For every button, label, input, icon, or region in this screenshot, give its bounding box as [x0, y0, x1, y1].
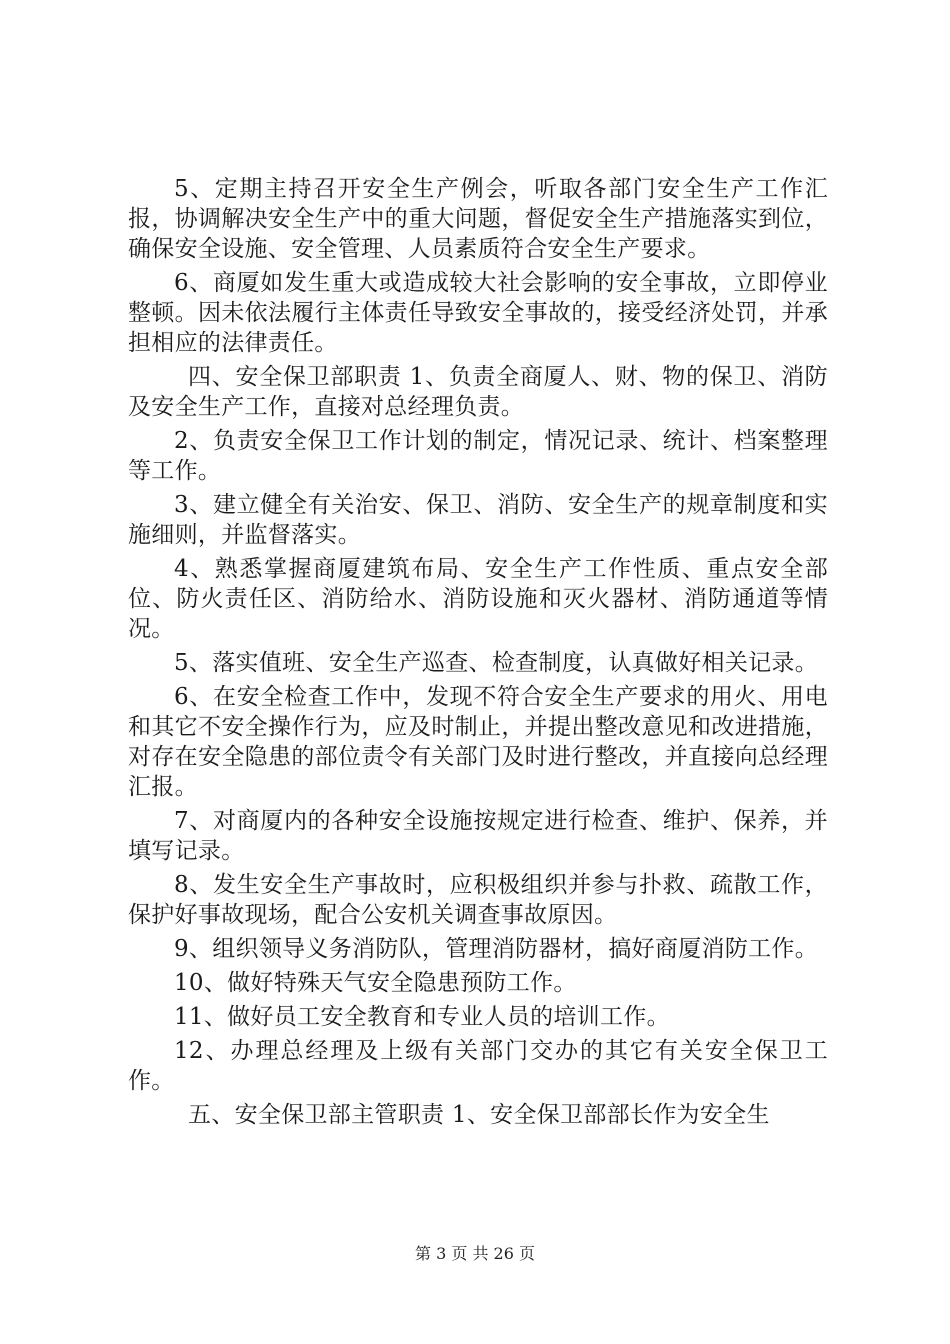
- paragraph-5: 3、建立健全有关治安、保卫、消防、安全生产的规章制度和实施细则，并监督落实。: [128, 492, 828, 548]
- document-body: [128, 174, 828, 1130]
- paragraph-12: 10、做好特殊天气安全隐患预防工作。: [174, 970, 577, 996]
- paragraph-1: 5、定期主持召开安全生产例会，听取各部门安全生产工作汇报，协调解决安全生产中的重大问题，督促安全生产措施落实到位，确保安全设施、安全管理、人员素质符合安全生产要求。: [128, 176, 828, 262]
- page-footer: [0, 1241, 950, 1264]
- paragraph-13: 11、做好员工安全教育和专业人员的培训工作。: [174, 1004, 670, 1030]
- paragraph-10: 8、发生安全生产事故时，应积极组织并参与扑救、疏散工作，保护好事故现场，配合公安机关调查事故原因。: [128, 872, 828, 928]
- page-number-label: 第 3 页 共 26 页: [415, 1244, 535, 1263]
- section-heading-4: 四、安全保卫部职责 1、负责全商厦人、财、物的保卫、消防及安全生产工作，直接对总经理负责。: [128, 364, 828, 420]
- paragraph-7: 5、落实值班、安全生产巡查、检查制度，认真做好相关记录。: [174, 650, 819, 676]
- section-heading-5: 五、安全保卫部主管职责 1、安全保卫部部长作为安全生: [188, 1102, 770, 1128]
- paragraph-6: 4、熟悉掌握商厦建筑布局、安全生产工作性质、重点安全部位、防火责任区、消防给水、消防设施和灭火器材、消防通道等情况。: [128, 556, 828, 642]
- paragraph-2: 6、商厦如发生重大或造成较大社会影响的安全事故，立即停业整顿。因未依法履行主体责任导致安全事故的，接受经济处罚，并承担相应的法律责任。: [128, 270, 828, 356]
- paragraph-11: 9、组织领导义务消防队，管理消防器材，搞好商厦消防工作。: [174, 936, 819, 962]
- paragraph-9: 7、对商厦内的各种安全设施按规定进行检查、维护、保养，并填写记录。: [128, 808, 828, 864]
- paragraph-4: 2、负责安全保卫工作计划的制定，情况记录、统计、档案整理等工作。: [128, 428, 828, 484]
- paragraph-8: 6、在安全检查工作中，发现不符合安全生产要求的用火、用电和其它不安全操作行为，应及时制止，并提出整改意见和改进措施，对存在安全隐患的部位责令有关部门及时进行整改，并直接向总经理汇报。: [128, 684, 828, 800]
- paragraph-14: 12、办理总经理及上级有关部门交办的其它有关安全保卫工作。: [128, 1038, 828, 1094]
